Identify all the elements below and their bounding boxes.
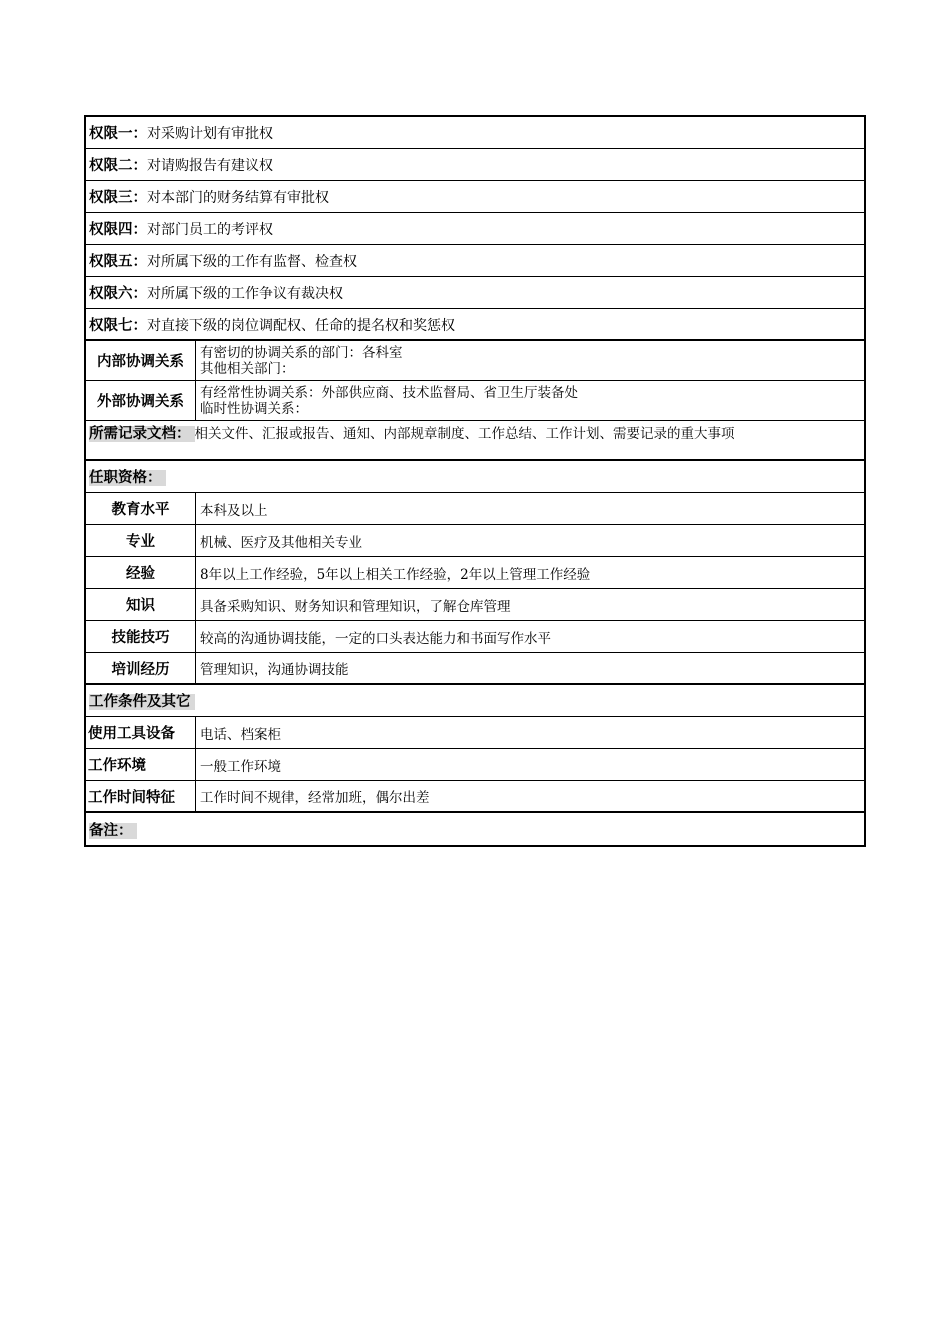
qualification-label: 培训经历 (86, 653, 196, 683)
qualification-row (86, 525, 864, 557)
qualifications-title: 任职资格： (89, 470, 166, 486)
condition-value: 一般工作环境 (200, 758, 281, 775)
qualification-label: 技能技巧 (86, 621, 196, 652)
external-coordination-line2: 临时性协调关系： (200, 400, 308, 417)
external-coordination-label: 外部协调关系 (86, 381, 196, 420)
permission-label: 权限一： (89, 126, 147, 142)
qualification-label: 教育水平 (86, 493, 196, 524)
qualification-value: 管理知识，沟通协调技能 (200, 662, 349, 678)
permission-row (86, 245, 864, 277)
permission-label: 权限六： (89, 286, 147, 302)
qualification-row (86, 621, 864, 653)
qualification-row (86, 493, 864, 525)
permission-row (86, 277, 864, 309)
permission-row (86, 309, 864, 341)
permission-text: 对所属下级的工作争议有裁决权 (147, 286, 343, 302)
records-row (86, 421, 864, 461)
permission-label: 权限三： (89, 190, 147, 206)
internal-coordination-row (86, 341, 864, 381)
condition-label: 工作环境 (86, 749, 196, 780)
external-coordination-row (86, 381, 864, 421)
records-label: 所需记录文档： (89, 426, 195, 442)
permission-label: 权限七： (89, 317, 147, 334)
permission-text: 对所属下级的工作有监督、检查权 (147, 254, 357, 270)
qualification-label: 知识 (86, 589, 196, 620)
qualification-row (86, 589, 864, 621)
records-text: 相关文件、汇报或报告、通知、内部规章制度、工作总结、工作计划、需要记录的重大事项 (194, 426, 735, 442)
remarks-label: 备注： (89, 823, 137, 839)
external-coordination-line1: 有经常性协调关系：外部供应商、技术监督局、省卫生厅装备处 (200, 384, 578, 401)
remarks-row (86, 813, 864, 845)
conditions-title: 工作条件及其它 (89, 694, 195, 710)
internal-coordination-line1: 有密切的协调关系的部门：各科室 (200, 344, 403, 361)
qualifications-header (86, 461, 864, 493)
permission-text: 对部门员工的考评权 (147, 222, 273, 238)
internal-coordination-value (196, 345, 403, 377)
permission-row (86, 117, 864, 149)
permission-label: 权限二： (89, 158, 147, 174)
permission-text: 对请购报告有建议权 (147, 158, 273, 174)
condition-label: 工作时间特征 (86, 781, 196, 811)
qualification-value: 较高的沟通协调技能，一定的口头表达能力和书面写作水平 (200, 630, 551, 647)
permission-label: 权限四： (89, 222, 147, 238)
permission-row (86, 213, 864, 245)
condition-row (86, 749, 864, 781)
permission-label: 权限五： (89, 254, 147, 270)
permission-text: 对本部门的财务结算有审批权 (147, 190, 329, 206)
condition-value: 电话、档案柜 (200, 726, 281, 743)
condition-row (86, 781, 864, 813)
external-coordination-value (196, 385, 578, 417)
qualification-value: 具备采购知识、财务知识和管理知识，了解仓库管理 (200, 598, 511, 615)
qualification-label: 专业 (86, 525, 196, 556)
permission-text: 对直接下级的岗位调配权、任命的提名权和奖惩权 (147, 317, 455, 334)
qualification-value: 8年以上工作经验，5年以上相关工作经验，2年以上管理工作经验 (200, 566, 591, 583)
permission-row (86, 181, 864, 213)
qualification-label: 经验 (86, 557, 196, 588)
internal-coordination-label: 内部协调关系 (86, 341, 196, 380)
qualification-value: 本科及以上 (200, 502, 268, 519)
condition-label: 使用工具设备 (86, 717, 196, 748)
permission-text: 对采购计划有审批权 (147, 126, 273, 142)
permission-row (86, 149, 864, 181)
qualification-row (86, 653, 864, 685)
condition-value: 工作时间不规律，经常加班，偶尔出差 (200, 790, 430, 806)
conditions-header (86, 685, 864, 717)
job-description-table (84, 115, 866, 847)
condition-row (86, 717, 864, 749)
internal-coordination-line2: 其他相关部门： (200, 360, 295, 377)
qualification-value: 机械、医疗及其他相关专业 (200, 534, 362, 551)
qualification-row (86, 557, 864, 589)
